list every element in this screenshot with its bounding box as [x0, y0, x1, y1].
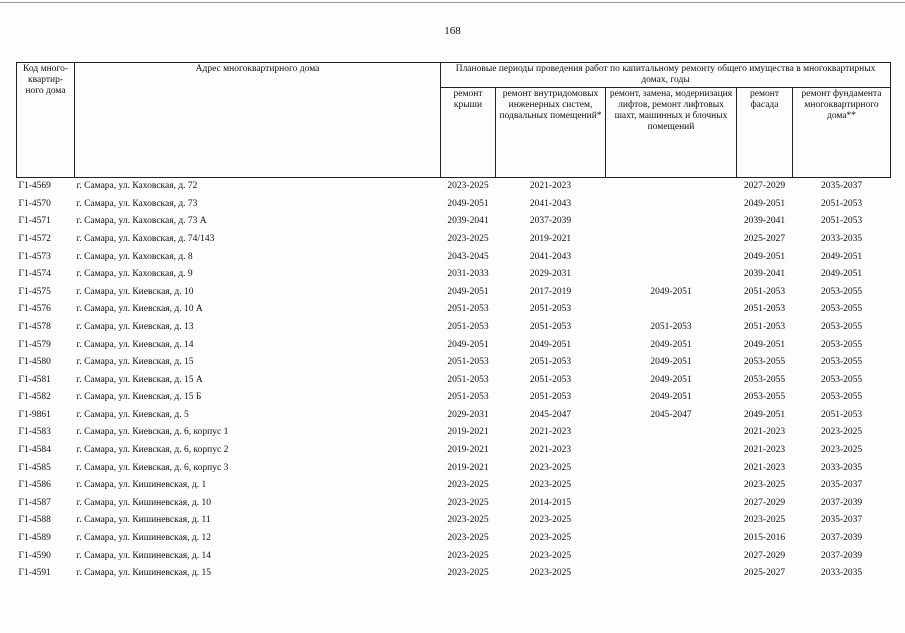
- row-code: Г1-4590: [18, 550, 51, 561]
- row-roof-period: 2043-2045: [447, 251, 489, 262]
- table-row: [17, 389, 891, 407]
- row-systems-period: 2051-2053: [529, 357, 572, 368]
- header-lifts: ремонт, замена, модернизация лифтов, ремонт лифтовых шахт, машинных и блочных помещений: [606, 87, 737, 177]
- row-roof-period: 2023-2025: [447, 568, 489, 579]
- row-lifts-period: 2045-2047: [650, 409, 692, 420]
- row-roof-period: 2039-2041: [447, 216, 489, 227]
- row-address: г. Самара, ул. Каховская, д. 9: [76, 269, 193, 280]
- row-facade-period: 2051-2053: [743, 286, 786, 297]
- table-row: [17, 547, 891, 565]
- row-code: Г1-4573: [18, 251, 51, 262]
- table-row: [17, 530, 891, 548]
- table-row: [17, 495, 891, 513]
- row-foundation-period: 2053-2055: [820, 357, 863, 368]
- row-address: г. Самара, ул. Киевская, д. 13: [76, 321, 194, 332]
- row-facade-period: 2025-2027: [743, 568, 786, 579]
- row-code: Г1-4585: [18, 462, 51, 473]
- row-roof-period: 2023-2025: [447, 497, 489, 508]
- row-roof-period: 2051-2053: [447, 392, 489, 403]
- table-body: [17, 177, 891, 582]
- row-foundation-period: 2037-2039: [820, 533, 863, 544]
- row-lifts-period: 2049-2051: [650, 357, 692, 368]
- table-row: [17, 565, 891, 583]
- row-lifts-period: [606, 195, 737, 213]
- row-systems-period: 2045-2047: [529, 409, 572, 420]
- row-foundation-period: 2033-2035: [820, 233, 863, 244]
- row-foundation-period: 2053-2055: [820, 374, 863, 385]
- row-facade-period: 2051-2053: [743, 304, 786, 315]
- table-row: [17, 354, 891, 372]
- row-address: г. Самара, ул. Киевская, д. 6, корпус 3: [76, 462, 229, 473]
- row-systems-period: 2023-2025: [529, 515, 572, 526]
- row-facade-period: 2053-2055: [743, 392, 786, 403]
- row-lifts-period: [606, 530, 737, 548]
- page-number: 168: [444, 25, 461, 37]
- row-foundation-period: 2051-2053: [820, 409, 863, 420]
- row-foundation-period: 2023-2025: [820, 427, 863, 438]
- table-row: [17, 248, 891, 266]
- row-code: Г1-4589: [18, 533, 51, 544]
- row-systems-period: 2021-2023: [529, 427, 572, 438]
- table-row: [17, 512, 891, 530]
- table-row: [17, 319, 891, 337]
- row-code: Г1-9861: [18, 409, 51, 420]
- row-foundation-period: 2035-2037: [820, 480, 863, 491]
- row-lifts-period: 2051-2053: [650, 321, 692, 332]
- row-systems-period: 2019-2021: [529, 233, 572, 244]
- row-address: г. Самара, ул. Кишиневская, д. 12: [76, 533, 211, 544]
- row-address: г. Самара, ул. Каховская, д. 8: [76, 251, 193, 262]
- row-code: Г1-4583: [18, 427, 51, 438]
- row-foundation-period: 2049-2051: [820, 251, 863, 262]
- row-systems-period: 2023-2025: [529, 550, 572, 561]
- row-address: г. Самара, ул. Киевская, д. 15 Б: [76, 392, 202, 403]
- row-address: г. Самара, ул. Киевская, д. 6, корпус 1: [76, 427, 229, 438]
- row-foundation-period: 2033-2035: [820, 568, 863, 579]
- row-address: г. Самара, ул. Кишиневская, д. 1: [76, 480, 207, 491]
- header-code: Код много-квартир-ного дома: [17, 63, 75, 178]
- row-code: Г1-4586: [18, 480, 51, 491]
- row-lifts-period: [606, 512, 737, 530]
- row-roof-period: 2051-2053: [447, 321, 489, 332]
- row-roof-period: 2023-2025: [447, 533, 489, 544]
- row-facade-period: 2027-2029: [743, 181, 786, 192]
- row-systems-period: 2023-2025: [529, 568, 572, 579]
- row-systems-period: 2049-2051: [529, 339, 572, 350]
- row-systems-period: 2021-2023: [529, 181, 572, 192]
- table-row: [17, 336, 891, 354]
- header-roof: ремонт крыши: [441, 87, 496, 177]
- row-lifts-period: [606, 266, 737, 284]
- row-lifts-period: 2049-2051: [650, 374, 692, 385]
- row-lifts-period: [606, 547, 737, 565]
- row-address: г. Самара, ул. Кишиневская, д. 15: [76, 568, 211, 579]
- row-lifts-period: [606, 459, 737, 477]
- row-facade-period: 2025-2027: [743, 233, 786, 244]
- row-address: г. Самара, ул. Киевская, д. 15: [76, 357, 194, 368]
- row-code: Г1-4582: [18, 392, 51, 403]
- row-address: г. Самара, ул. Киевская, д. 14: [76, 339, 194, 350]
- row-roof-period: 2023-2025: [447, 181, 489, 192]
- row-foundation-period: 2037-2039: [820, 497, 863, 508]
- row-foundation-period: 2051-2053: [820, 216, 863, 227]
- row-foundation-period: 2053-2055: [820, 286, 863, 297]
- row-lifts-period: [606, 495, 737, 513]
- row-code: Г1-4591: [18, 568, 51, 579]
- row-facade-period: 2049-2051: [743, 339, 786, 350]
- row-foundation-period: 2053-2055: [820, 321, 863, 332]
- header-systems: ремонт внутридомовых инженерных систем, подвальных помещений*: [496, 87, 606, 177]
- row-roof-period: 2019-2021: [447, 445, 489, 456]
- row-foundation-period: 2053-2055: [820, 392, 863, 403]
- row-foundation-period: 2053-2055: [820, 339, 863, 350]
- row-lifts-period: [606, 477, 737, 495]
- row-facade-period: 2021-2023: [743, 427, 786, 438]
- row-foundation-period: 2035-2037: [820, 181, 863, 192]
- row-address: г. Самара, ул. Каховская, д. 73: [76, 198, 198, 209]
- row-lifts-period: [606, 231, 737, 249]
- row-facade-period: 2051-2053: [743, 321, 786, 332]
- row-lifts-period: [606, 424, 737, 442]
- row-systems-period: 2051-2053: [529, 321, 572, 332]
- row-systems-period: 2041-2043: [529, 198, 572, 209]
- top-rule: [0, 2, 905, 3]
- header-address: Адрес многоквартирного дома: [75, 63, 441, 178]
- row-facade-period: 2053-2055: [743, 374, 786, 385]
- row-facade-period: 2027-2029: [743, 497, 786, 508]
- row-roof-period: 2049-2051: [447, 286, 489, 297]
- row-address: г. Самара, ул. Киевская, д. 10: [76, 286, 194, 297]
- row-facade-period: 2039-2041: [743, 216, 786, 227]
- row-roof-period: 2023-2025: [447, 480, 489, 491]
- row-address: г. Самара, ул. Кишиневская, д. 14: [76, 550, 211, 561]
- row-lifts-period: 2049-2051: [650, 392, 692, 403]
- row-roof-period: 2023-2025: [447, 515, 489, 526]
- row-code: Г1-4574: [18, 269, 51, 280]
- row-address: г. Самара, ул. Киевская, д. 5: [76, 409, 189, 420]
- row-facade-period: 2015-2016: [743, 533, 786, 544]
- table-row: [17, 213, 891, 231]
- row-code: Г1-4580: [18, 357, 51, 368]
- header-foundation: ремонт фундамента многоквартирного дома**: [793, 87, 891, 177]
- row-code: Г1-4570: [18, 198, 51, 209]
- row-foundation-period: 2053-2055: [820, 304, 863, 315]
- table-row: [17, 283, 891, 301]
- row-roof-period: 2019-2021: [447, 427, 489, 438]
- row-code: Г1-4571: [18, 216, 51, 227]
- row-address: г. Самара, ул. Киевская, д. 15 А: [76, 374, 203, 385]
- row-code: Г1-4581: [18, 374, 51, 385]
- row-foundation-period: 2051-2053: [820, 198, 863, 209]
- row-systems-period: 2017-2019: [529, 286, 572, 297]
- table-row: [17, 407, 891, 425]
- table-row: [17, 231, 891, 249]
- row-roof-period: 2029-2031: [447, 409, 489, 420]
- row-address: г. Самара, ул. Каховская, д. 73 А: [76, 216, 207, 227]
- row-facade-period: 2049-2051: [743, 251, 786, 262]
- row-code: Г1-4588: [18, 515, 51, 526]
- row-roof-period: 2051-2053: [447, 304, 489, 315]
- row-code: Г1-4575: [18, 286, 51, 297]
- row-lifts-period: [606, 177, 737, 195]
- row-facade-period: 2039-2041: [743, 269, 786, 280]
- row-lifts-period: 2049-2051: [650, 339, 692, 350]
- row-code: Г1-4587: [18, 497, 51, 508]
- row-lifts-period: 2049-2051: [650, 286, 692, 297]
- row-systems-period: 2023-2025: [529, 462, 572, 473]
- row-systems-period: 2041-2043: [529, 251, 572, 262]
- row-roof-period: 2031-2033: [447, 269, 489, 280]
- row-code: Г1-4576: [18, 304, 51, 315]
- table-row: [17, 477, 891, 495]
- row-code: Г1-4584: [18, 445, 51, 456]
- table-row: [17, 177, 891, 195]
- row-facade-period: 2021-2023: [743, 462, 786, 473]
- table-row: [17, 301, 891, 319]
- row-systems-period: 2014-2015: [529, 497, 572, 508]
- row-systems-period: 2023-2025: [529, 480, 572, 491]
- row-facade-period: 2049-2051: [743, 409, 786, 420]
- table-row: [17, 424, 891, 442]
- table-row: [17, 442, 891, 460]
- row-lifts-period: [606, 213, 737, 231]
- row-roof-period: 2049-2051: [447, 198, 489, 209]
- row-facade-period: 2023-2025: [743, 480, 786, 491]
- row-systems-period: 2023-2025: [529, 533, 572, 544]
- row-address: г. Самара, ул. Каховская, д. 72: [76, 181, 198, 192]
- table-row: [17, 459, 891, 477]
- table-header: [17, 63, 891, 178]
- row-code: Г1-4578: [18, 321, 51, 332]
- row-address: г. Самара, ул. Киевская, д. 6, корпус 2: [76, 445, 229, 456]
- row-code: Г1-4569: [18, 181, 51, 192]
- row-systems-period: 2021-2023: [529, 445, 572, 456]
- row-address: г. Самара, ул. Каховская, д. 74/143: [76, 233, 215, 244]
- row-roof-period: 2051-2053: [447, 374, 489, 385]
- row-facade-period: 2023-2025: [743, 515, 786, 526]
- row-systems-period: 2051-2053: [529, 304, 572, 315]
- table-row: [17, 371, 891, 389]
- row-foundation-period: 2037-2039: [820, 550, 863, 561]
- row-facade-period: 2027-2029: [743, 550, 786, 561]
- row-roof-period: 2023-2025: [447, 550, 489, 561]
- row-roof-period: 2019-2021: [447, 462, 489, 473]
- row-lifts-period: [606, 248, 737, 266]
- row-foundation-period: 2035-2037: [820, 515, 863, 526]
- header-facade: ремонт фасада: [737, 87, 793, 177]
- row-code: Г1-4579: [18, 339, 51, 350]
- row-address: г. Самара, ул. Киевская, д. 10 А: [76, 304, 203, 315]
- row-systems-period: 2029-2031: [529, 269, 572, 280]
- repair-schedule-table: [16, 62, 891, 583]
- row-lifts-period: [606, 442, 737, 460]
- row-code: Г1-4572: [18, 233, 51, 244]
- header-periods-group: Плановые периоды проведения работ по капитальному ремонту общего имущества в многоквартирных домах, годы: [441, 63, 891, 88]
- row-facade-period: 2021-2023: [743, 445, 786, 456]
- row-systems-period: 2051-2053: [529, 374, 572, 385]
- row-foundation-period: 2049-2051: [820, 269, 863, 280]
- row-roof-period: 2051-2053: [447, 357, 489, 368]
- row-foundation-period: 2023-2025: [820, 445, 863, 456]
- row-roof-period: 2049-2051: [447, 339, 489, 350]
- row-systems-period: 2051-2053: [529, 392, 572, 403]
- row-facade-period: 2049-2051: [743, 198, 786, 209]
- row-foundation-period: 2033-2035: [820, 462, 863, 473]
- row-address: г. Самара, ул. Кишиневская, д. 11: [76, 515, 211, 526]
- row-systems-period: 2037-2039: [529, 216, 572, 227]
- row-lifts-period: [606, 301, 737, 319]
- row-address: г. Самара, ул. Кишиневская, д. 10: [76, 497, 211, 508]
- row-roof-period: 2023-2025: [447, 233, 489, 244]
- table-row: [17, 195, 891, 213]
- row-lifts-period: [606, 565, 737, 583]
- row-facade-period: 2053-2055: [743, 357, 786, 368]
- table-row: [17, 266, 891, 284]
